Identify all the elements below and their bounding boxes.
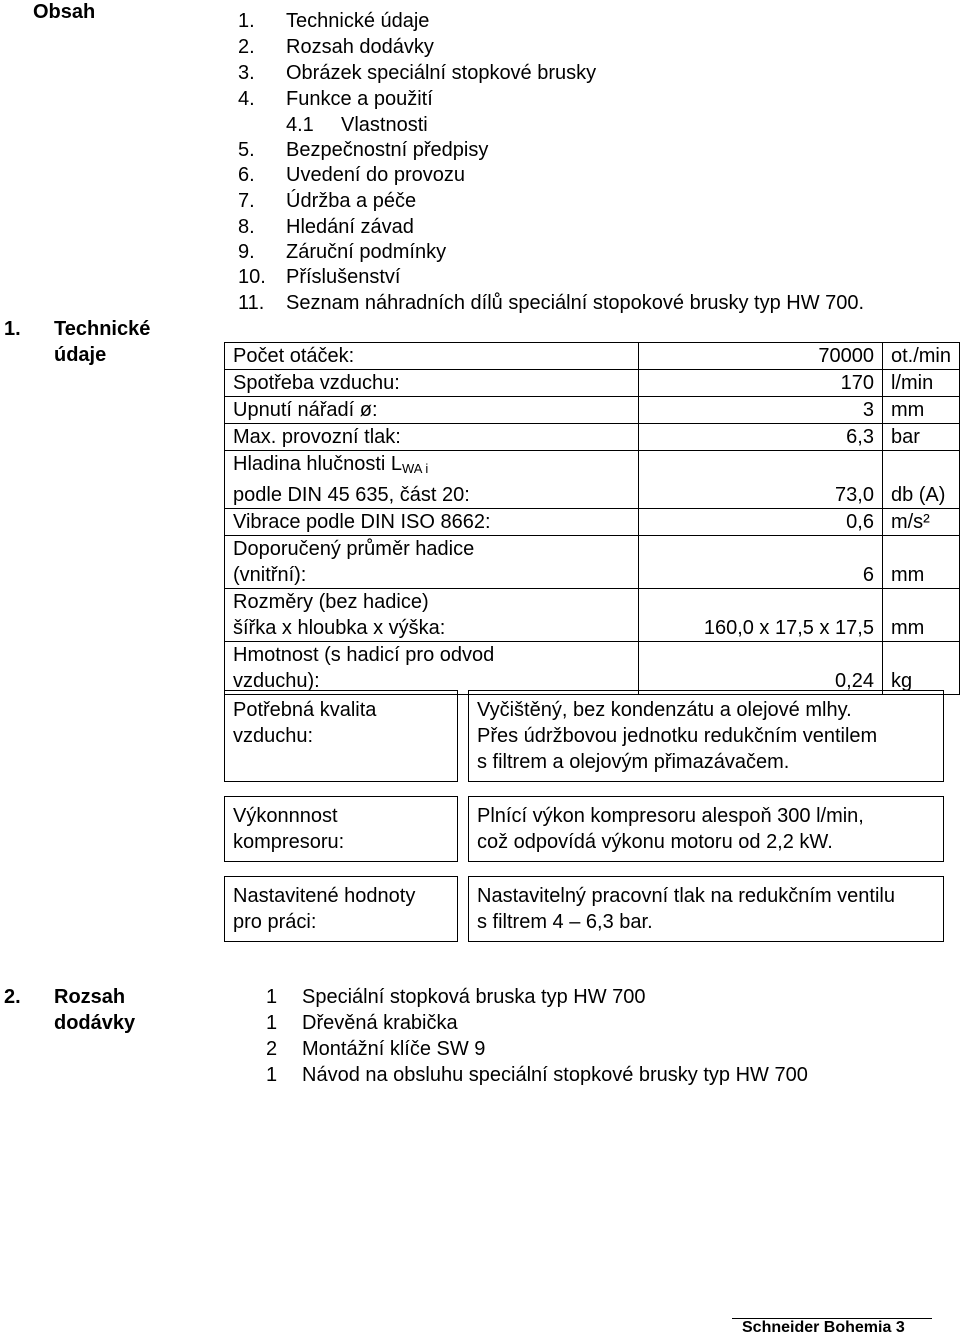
- spec-label-line1: Hmotnost (s hadicí pro odvod: [233, 644, 495, 666]
- requirement-text-line1: Nastavitelný pracovní tlak na redukčním ventilu: [477, 885, 895, 907]
- requirement-label-line2: pro práci:: [233, 911, 317, 933]
- toc-number: 7.: [238, 190, 255, 212]
- table-row: [225, 397, 960, 424]
- list-item: [266, 1062, 808, 1088]
- table-row: [225, 797, 944, 862]
- toc-number: 4.: [238, 88, 255, 110]
- table-row: [225, 589, 960, 642]
- item-text: Montážní klíče SW 9: [302, 1038, 486, 1060]
- spec-label: [225, 451, 639, 509]
- item-quantity: 1: [266, 1064, 278, 1086]
- toc-number: 2.: [238, 36, 255, 58]
- row-gap: [225, 862, 944, 877]
- spec-label-line1: [233, 451, 630, 482]
- toc-heading: Obsah: [33, 1, 96, 23]
- spec-value: 70000: [638, 343, 882, 370]
- spec-label-line2: šířka x hloubka x výška:: [233, 617, 446, 639]
- spec-label: Počet otáček:: [225, 343, 639, 370]
- table-row: [225, 370, 960, 397]
- spec-unit: mm: [882, 397, 959, 424]
- column-gap: [458, 797, 469, 862]
- spec-label: Spotřeba vzduchu:: [225, 370, 639, 397]
- toc-number: 9.: [238, 241, 255, 263]
- toc-number: 10.: [238, 266, 266, 288]
- toc-item[interactable]: [238, 8, 429, 34]
- spec-value: 3: [638, 397, 882, 424]
- toc-item[interactable]: [238, 290, 864, 316]
- air-requirements-table: [224, 690, 944, 942]
- toc-label: Příslušenství: [286, 266, 401, 288]
- toc-label: Technické údaje: [286, 10, 430, 32]
- item-quantity: 1: [266, 986, 278, 1008]
- toc-item[interactable]: [238, 162, 465, 188]
- toc-label: Rozsah dodávky: [286, 36, 434, 58]
- requirement-text-line3: s filtrem a olejovým přimazávačem.: [477, 751, 790, 773]
- spec-label-line1: Doporučený průměr hadice: [233, 538, 475, 560]
- requirement-label-line1: Potřebná kvalita: [233, 699, 377, 721]
- spec-value: 6,3: [638, 424, 882, 451]
- requirement-label-line2: kompresoru:: [233, 831, 345, 853]
- section1-title-line2: údaje: [54, 344, 107, 366]
- requirement-text: [469, 691, 944, 782]
- table-row: [225, 424, 960, 451]
- table-row: [225, 642, 960, 695]
- toc-item[interactable]: [238, 137, 488, 163]
- toc-number: 5.: [238, 139, 255, 161]
- toc-item[interactable]: [238, 239, 446, 265]
- toc-item[interactable]: [238, 86, 433, 112]
- toc-item[interactable]: [238, 214, 414, 240]
- column-gap: [458, 691, 469, 782]
- toc-label: Údržba a péče: [286, 190, 417, 212]
- spec-value: 0,24: [638, 642, 882, 695]
- toc-label: Seznam náhradních dílů speciální stopokové brusky typ HW 700.: [286, 292, 865, 314]
- spec-unit: kg: [882, 642, 959, 695]
- spec-unit: mm: [882, 589, 959, 642]
- spec-unit: mm: [882, 536, 959, 589]
- noise-label-subscript: WA i: [402, 461, 429, 476]
- spec-unit: db (A): [882, 451, 959, 509]
- toc-item[interactable]: [238, 264, 400, 290]
- requirement-text: [469, 877, 944, 942]
- requirement-text-line1: Vyčištěný, bez kondenzátu a olejové mlhy.: [477, 699, 852, 721]
- requirement-text-line2: což odpovídá výkonu motoru od 2,2 kW.: [477, 831, 833, 853]
- table-row: [225, 451, 960, 509]
- requirement-label-line2: vzduchu:: [233, 725, 314, 747]
- toc-label: Hledání závad: [286, 216, 414, 238]
- spec-label: Vibrace podle DIN ISO 8662:: [225, 509, 639, 536]
- toc-number: 4.1: [286, 114, 314, 136]
- spec-label-line2: podle DIN 45 635, část 20:: [233, 484, 470, 506]
- item-text: Speciální stopková bruska typ HW 700: [302, 986, 646, 1008]
- toc-label: Záruční podmínky: [286, 241, 447, 263]
- spec-unit: m/s²: [882, 509, 959, 536]
- column-gap: [458, 877, 469, 942]
- spec-label-line2: (vnitřní):: [233, 564, 307, 586]
- toc-label: Vlastnosti: [341, 114, 428, 136]
- section2-title-line1: Rozsah: [54, 986, 126, 1008]
- spec-label: [225, 642, 639, 695]
- toc-label: Bezpečnostní předpisy: [286, 139, 489, 161]
- item-text: Návod na obsluhu speciální stopkové brusky typ HW 700: [302, 1064, 808, 1086]
- spec-unit: ot./min: [882, 343, 959, 370]
- spec-label: [225, 589, 639, 642]
- spec-value: 160,0 x 17,5 x 17,5: [638, 589, 882, 642]
- section1-title-line1: Technické: [54, 318, 151, 340]
- footer-text: Schneider Bohemia 3: [742, 1319, 905, 1336]
- requirement-label-line1: Nastavitené hodnoty: [233, 885, 416, 907]
- requirement-text: [469, 797, 944, 862]
- requirement-text-line2: Přes údržbovou jednotku redukčním ventilem: [477, 725, 878, 747]
- list-item: [266, 1010, 458, 1036]
- table-row: [225, 877, 944, 942]
- spec-unit: l/min: [882, 370, 959, 397]
- toc-number: 6.: [238, 164, 255, 186]
- requirement-label: [225, 691, 458, 782]
- toc-item[interactable]: [286, 112, 428, 138]
- spec-table: [224, 342, 960, 695]
- requirement-label: [225, 877, 458, 942]
- toc-number: 1.: [238, 10, 255, 32]
- spec-value: 6: [638, 536, 882, 589]
- list-item: [266, 984, 646, 1010]
- toc-number: 8.: [238, 216, 255, 238]
- item-text: Dřevěná krabička: [302, 1012, 458, 1034]
- spec-label-line1: Rozměry (bez hadice): [233, 591, 429, 613]
- spec-value: 170: [638, 370, 882, 397]
- requirement-text-line1: Plnící výkon kompresoru alespoň 300 l/min,: [477, 805, 864, 827]
- table-row: [225, 509, 960, 536]
- toc-item[interactable]: [238, 60, 596, 86]
- item-quantity: 1: [266, 1012, 278, 1034]
- toc-item[interactable]: [238, 34, 434, 60]
- spec-label-line2: vzduchu):: [233, 670, 320, 692]
- requirement-text-line2: s filtrem 4 – 6,3 bar.: [477, 911, 653, 933]
- spec-label: Max. provozní tlak:: [225, 424, 639, 451]
- toc-item[interactable]: [238, 188, 416, 214]
- spec-value: 73,0: [638, 451, 882, 509]
- toc-number: 11.: [238, 292, 265, 314]
- table-row: [225, 691, 944, 782]
- section2-number: 2.: [4, 986, 21, 1008]
- toc-label: Obrázek speciální stopkové brusky: [286, 62, 597, 84]
- toc-label: Funkce a použití: [286, 88, 433, 110]
- row-gap: [225, 782, 944, 797]
- requirement-label-line1: Výkonnnost: [233, 805, 338, 827]
- spec-label: Upnutí nářadí ø:: [225, 397, 639, 424]
- toc-number: 3.: [238, 62, 255, 84]
- list-item: [266, 1036, 485, 1062]
- table-row: [225, 343, 960, 370]
- section1-number: 1.: [4, 318, 21, 340]
- section2-title-line2: dodávky: [54, 1012, 136, 1034]
- toc-label: Uvedení do provozu: [286, 164, 466, 186]
- spec-value: 0,6: [638, 509, 882, 536]
- requirement-label: [225, 797, 458, 862]
- spec-unit: bar: [882, 424, 959, 451]
- item-quantity: 2: [266, 1038, 278, 1060]
- noise-label-text: Hladina hlučnosti L: [233, 453, 402, 475]
- table-row: [225, 536, 960, 589]
- spec-label: [225, 536, 639, 589]
